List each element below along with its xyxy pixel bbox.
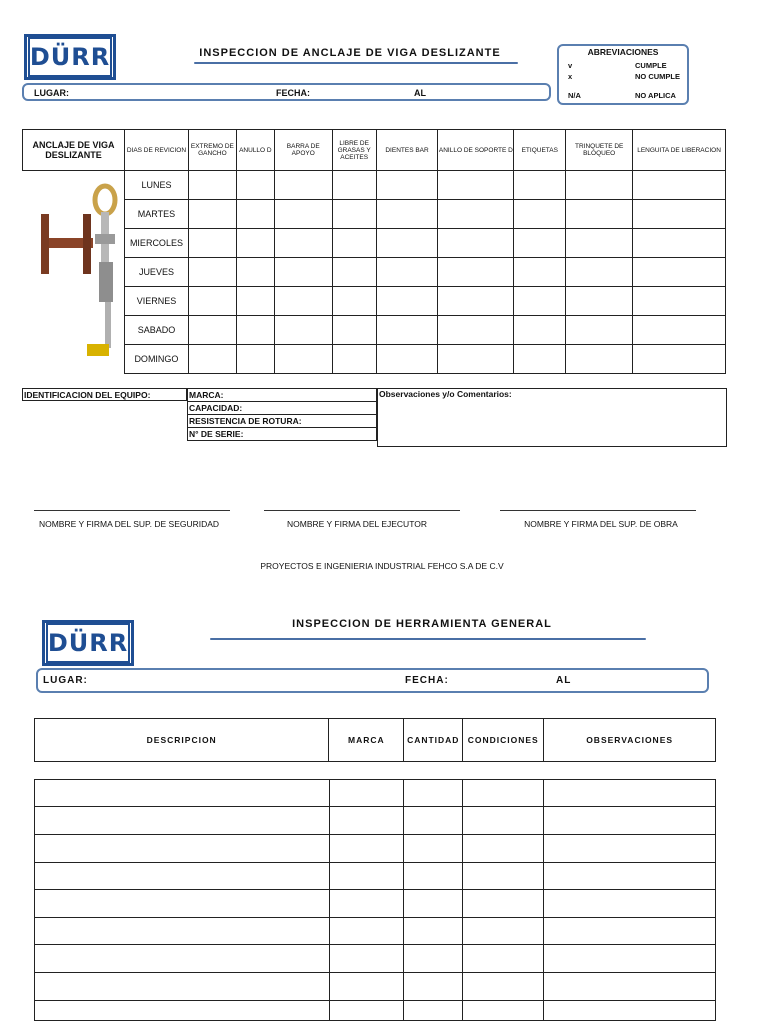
col-anclaje: ANCLAJE DE VIGA DESLIZANTE [23,130,125,171]
check-cell[interactable] [274,316,332,345]
inspection-table [22,129,726,374]
check-cell[interactable] [566,345,633,374]
check-cell[interactable] [332,171,376,200]
check-cell[interactable] [438,171,514,200]
check-cell[interactable] [514,345,566,374]
check-cell[interactable] [188,171,236,200]
tool-cell[interactable] [329,807,404,835]
tool-cell[interactable] [463,945,544,973]
day-cell: SABADO [124,316,188,345]
check-cell[interactable] [633,171,726,200]
check-cell[interactable] [514,229,566,258]
abbr-meaning-2: NO APLICA [635,91,676,100]
tool-cell[interactable] [329,1001,404,1021]
check-cell[interactable] [376,258,438,287]
lugar-label-2: LUGAR: [43,675,88,686]
tool-cell[interactable] [329,973,404,1001]
tool-cell[interactable] [544,973,716,1001]
tool-cell[interactable] [463,890,544,918]
table-row [35,973,716,1001]
check-cell[interactable] [332,258,376,287]
check-cell[interactable] [633,258,726,287]
company-name: PROYECTOS E INGENIERIA INDUSTRIAL FEHCO S.A DE C.V [260,561,504,571]
tool-cell[interactable] [404,890,463,918]
col-dientes: DIENTES BAR [376,130,438,171]
check-cell[interactable] [514,287,566,316]
check-cell[interactable] [274,345,332,374]
fecha-label: FECHA: [276,88,310,98]
header-fields-bar [22,83,551,101]
tool-cell[interactable] [329,863,404,890]
serie-field[interactable]: N° DE SERIE: [188,428,377,441]
title-underline [194,62,518,64]
check-cell[interactable] [188,287,236,316]
col-trinquete: TRINQUETE DE BLOQUEO [566,130,633,171]
day-cell: VIERNES [124,287,188,316]
check-cell[interactable] [633,316,726,345]
al-label-2: AL [556,675,572,686]
col-condiciones: CONDICIONES [463,719,544,762]
col-dias: DIAS DE REVICION [124,130,188,171]
check-cell[interactable] [633,200,726,229]
tool-cell[interactable] [463,973,544,1001]
tool-cell[interactable] [544,807,716,835]
tool-cell[interactable] [35,890,330,918]
check-cell[interactable] [332,345,376,374]
tool-cell[interactable] [404,835,463,863]
signature-label-seguridad: NOMBRE Y FIRMA DEL SUP. DE SEGURIDAD [38,519,220,529]
tool-cell[interactable] [329,890,404,918]
abbr-code-0: v [568,61,573,70]
tool-cell[interactable] [404,807,463,835]
col-cantidad: CANTIDAD [404,719,463,762]
tool-cell[interactable] [404,945,463,973]
col-extremo: EXTREMO DE GANCHO [188,130,236,171]
abbr-code-1: x [568,72,573,81]
abbr-meaning-1: NO CUMPLE [635,72,680,81]
table-row [35,945,716,973]
check-cell[interactable] [332,287,376,316]
abbreviations-box [557,44,689,105]
tool-cell[interactable] [404,1001,463,1021]
col-marca: MARCA [329,719,404,762]
beam-anchor-icon [25,174,121,366]
check-cell[interactable] [438,229,514,258]
check-cell[interactable] [438,200,514,229]
check-cell[interactable] [514,171,566,200]
signature-line-1 [34,510,230,511]
page-title: INSPECCION DE ANCLAJE DE VIGA DESLIZANTE [199,47,501,59]
tool-cell[interactable] [463,835,544,863]
tool-cell[interactable] [544,890,716,918]
equipment-id-label: IDENTIFICACION DEL EQUIPO: [22,388,187,401]
tool-cell[interactable] [544,835,716,863]
abbr-code-2: N/A [568,91,581,100]
check-cell[interactable] [274,229,332,258]
check-cell[interactable] [566,200,633,229]
col-descripcion: DESCRIPCION [35,719,329,762]
tool-cell[interactable] [329,780,404,807]
durr-logo-2 [42,620,134,666]
check-cell[interactable] [376,229,438,258]
table-row [35,863,716,890]
check-cell[interactable] [236,229,274,258]
tool-cell[interactable] [35,835,330,863]
day-cell: LUNES [124,171,188,200]
check-cell[interactable] [438,258,514,287]
check-cell[interactable] [376,171,438,200]
table-row [35,835,716,863]
page-title-2: INSPECCION DE HERRAMIENTA GENERAL [292,618,552,630]
check-cell[interactable] [438,316,514,345]
tool-cell[interactable] [544,945,716,973]
check-cell[interactable] [332,316,376,345]
check-cell[interactable] [274,258,332,287]
check-cell[interactable] [566,229,633,258]
logo-text-2: DÜRR [46,623,130,663]
table-row [35,780,716,807]
tool-cell[interactable] [463,807,544,835]
check-cell[interactable] [438,287,514,316]
al-label: AL [414,88,426,98]
tool-cell[interactable] [463,780,544,807]
check-cell[interactable] [438,345,514,374]
check-cell[interactable] [566,171,633,200]
table-row [35,807,716,835]
tool-cell[interactable] [463,918,544,945]
col-observaciones: OBSERVACIONES [544,719,716,762]
check-cell[interactable] [376,200,438,229]
tool-cell[interactable] [35,1001,330,1021]
observations-label: Observaciones y/o Comentarios: [379,389,512,399]
tool-cell[interactable] [404,918,463,945]
tools-header-table [34,718,716,762]
signature-label-ejecutor: NOMBRE Y FIRMA DEL EJECUTOR [287,519,427,529]
check-cell[interactable] [566,258,633,287]
col-anillo-soporte: ANILLO DE SOPORTE D [438,130,514,171]
tool-cell[interactable] [463,863,544,890]
check-cell[interactable] [274,287,332,316]
tool-cell[interactable] [544,780,716,807]
table-row [35,890,716,918]
day-cell: MIERCOLES [124,229,188,258]
day-cell: MARTES [124,200,188,229]
check-cell[interactable] [633,287,726,316]
signature-line-2 [264,510,460,511]
tool-cell[interactable] [35,863,330,890]
lugar-label: LUGAR: [34,88,69,98]
check-cell[interactable] [236,287,274,316]
anchor-image-cell [23,171,125,374]
tool-cell[interactable] [544,863,716,890]
tool-cell[interactable] [35,918,330,945]
title-underline-2 [210,638,646,640]
tool-cell[interactable] [329,945,404,973]
header-fields-bar-2 [36,668,709,693]
check-cell[interactable] [236,200,274,229]
equipment-fields [187,388,377,441]
col-libre: LIBRE DE GRASAS Y ACEITES [332,130,376,171]
tool-cell[interactable] [35,807,330,835]
day-cell: DOMINGO [124,345,188,374]
marca-field[interactable]: MARCA: [188,389,377,402]
check-cell[interactable] [274,171,332,200]
tools-body-table [34,779,716,1021]
table-row [35,1001,716,1021]
check-cell[interactable] [566,316,633,345]
capacidad-field[interactable]: CAPACIDAD: [188,402,377,415]
col-etiquetas: ETIQUETAS [514,130,566,171]
check-cell[interactable] [236,258,274,287]
check-cell[interactable] [514,200,566,229]
check-cell[interactable] [188,316,236,345]
check-cell[interactable] [188,229,236,258]
check-cell[interactable] [332,229,376,258]
abbr-meaning-0: CUMPLE [635,61,667,70]
check-cell[interactable] [633,229,726,258]
check-cell[interactable] [514,258,566,287]
durr-logo [24,34,116,80]
check-cell[interactable] [376,316,438,345]
col-anillo-d: ANULLO D [236,130,274,171]
check-cell[interactable] [188,200,236,229]
abbreviations-title: ABREVIACIONES [587,47,659,57]
tool-cell[interactable] [404,973,463,1001]
check-cell[interactable] [236,171,274,200]
check-cell[interactable] [376,345,438,374]
check-cell[interactable] [514,316,566,345]
check-cell[interactable] [332,200,376,229]
resistencia-field[interactable]: RESISTENCIA DE ROTURA: [188,415,377,428]
observations-box[interactable] [377,388,727,447]
check-cell[interactable] [188,258,236,287]
logo-text: DÜRR [28,37,112,77]
tool-cell[interactable] [404,780,463,807]
signature-label-obra: NOMBRE Y FIRMA DEL SUP. DE OBRA [524,519,678,529]
tool-cell[interactable] [544,1001,716,1021]
fecha-label-2: FECHA: [405,675,449,686]
tool-cell[interactable] [463,1001,544,1021]
check-cell[interactable] [274,200,332,229]
check-cell[interactable] [236,345,274,374]
tool-cell[interactable] [329,835,404,863]
signature-line-3 [500,510,696,511]
tool-cell[interactable] [35,973,330,1001]
tool-cell[interactable] [329,918,404,945]
check-cell[interactable] [566,287,633,316]
col-barra: BARRA DE APOYO [274,130,332,171]
check-cell[interactable] [188,345,236,374]
tool-cell[interactable] [544,918,716,945]
check-cell[interactable] [633,345,726,374]
tool-cell[interactable] [35,780,330,807]
table-row [35,918,716,945]
day-cell: JUEVES [124,258,188,287]
tool-cell[interactable] [35,945,330,973]
col-lenguita: LENGUITA DE LIBERACION [633,130,726,171]
check-cell[interactable] [236,316,274,345]
check-cell[interactable] [376,287,438,316]
tool-cell[interactable] [404,863,463,890]
